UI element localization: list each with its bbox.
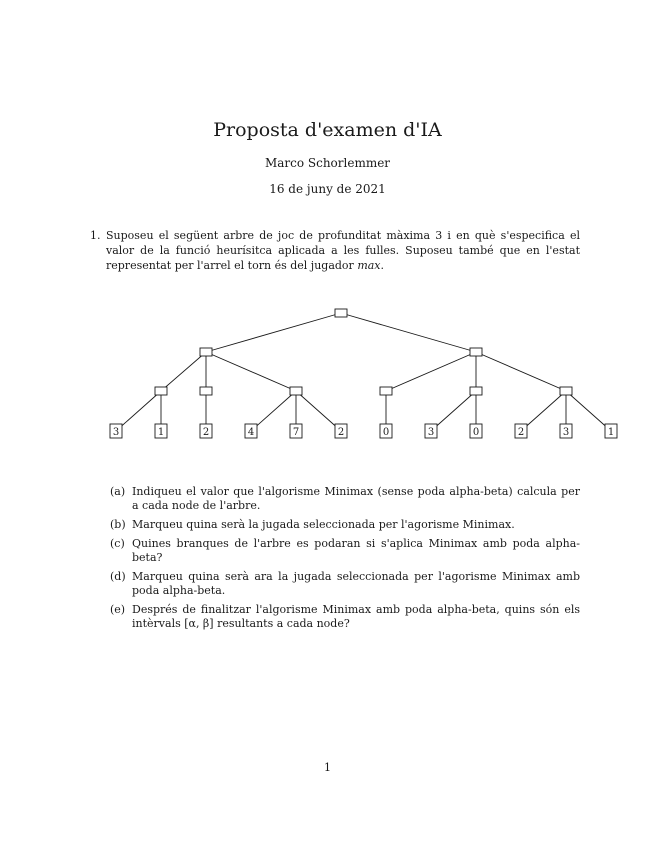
tree-edge: [251, 391, 296, 431]
tree-node-max: [155, 387, 167, 395]
question-text-after: .: [380, 259, 385, 272]
subquestion-text: Marqueu quina serà la jugada seleccionada per l'agorisme Minimax.: [132, 518, 515, 531]
leaf-value: 4: [247, 427, 255, 438]
tree-leaves: [110, 424, 617, 438]
tree-edge: [341, 313, 476, 352]
subquestion-label: (c): [110, 537, 125, 550]
tree-edge: [431, 391, 476, 431]
question-player: max: [357, 259, 381, 272]
tree-edge: [296, 391, 341, 431]
tree-node-max: [380, 387, 392, 395]
tree-edge: [386, 352, 476, 391]
subquestion-label: (a): [110, 485, 126, 498]
subquestion-e: [110, 603, 580, 631]
subquestion-list: [110, 485, 580, 636]
subquestion-text: Indiqueu el valor que l'algorisme Minimax (sense poda alpha-beta) calcula per a cada node de l'arbre.: [132, 485, 580, 512]
tree-node-max: [470, 387, 482, 395]
tree-edge: [476, 352, 566, 391]
question-text-before: Suposeu el següent arbre de joc de profunditat màxima 3 i en què s'especifica el valor de la funció heurísitca aplicada a les fulles. Suposeu també que en l'estat representat per l'arrel el torn és del jugador: [106, 229, 580, 272]
tree-edge: [206, 313, 341, 352]
tree-node-max: [560, 387, 572, 395]
subquestion-text: Després de finalitzar l'algorisme Minimax amb poda alpha-beta, quins són els intèrvals [α, β] resultants a cada node?: [132, 603, 580, 630]
leaf-value: 1: [607, 427, 615, 438]
subquestion-c: [110, 537, 580, 565]
date: 16 de juny de 2021: [269, 182, 386, 196]
leaf-value: 1: [157, 427, 165, 438]
tree-edge: [116, 391, 161, 431]
question-1: [90, 228, 580, 273]
game-tree: [0, 300, 655, 450]
author: Marco Schorlemmer: [264, 156, 391, 170]
tree-edge: [566, 391, 611, 431]
tree-edge: [206, 352, 296, 391]
subquestion-a: [110, 485, 580, 513]
leaf-value: 3: [427, 427, 435, 438]
leaf-value: 7: [292, 427, 300, 438]
tree-edge: [521, 391, 566, 431]
subquestion-label: (d): [110, 570, 126, 583]
subquestion-b: [110, 518, 580, 532]
paper-title: Proposta d'examen d'IA: [213, 119, 442, 141]
page-number: 1: [324, 761, 331, 774]
tree-node-min: [470, 348, 482, 356]
tree-node-max: [200, 387, 212, 395]
tree-node-min: [200, 348, 212, 356]
leaf-value: 2: [202, 427, 210, 438]
subquestion-text: Quines branques de l'arbre es podaran si s'aplica Minimax amb poda alpha-beta?: [132, 537, 580, 564]
subquestion-label: (b): [110, 518, 126, 531]
tree-node-root: [335, 309, 347, 317]
question-text: [106, 228, 580, 273]
leaf-value: 3: [112, 427, 120, 438]
tree-node-max: [290, 387, 302, 395]
leaf-value: 0: [472, 427, 480, 438]
tree-edge: [161, 352, 206, 391]
question-number: 1.: [90, 229, 101, 242]
subquestion-d: [110, 570, 580, 598]
leaf-value: 2: [517, 427, 525, 438]
leaf-value: 3: [562, 427, 570, 438]
subquestion-label: (e): [110, 603, 126, 616]
subquestion-text: Marqueu quina serà ara la jugada seleccionada per l'agorisme Minimax amb poda alpha-beta.: [132, 570, 580, 597]
leaf-value: 2: [337, 427, 345, 438]
leaf-value: 0: [382, 427, 390, 438]
